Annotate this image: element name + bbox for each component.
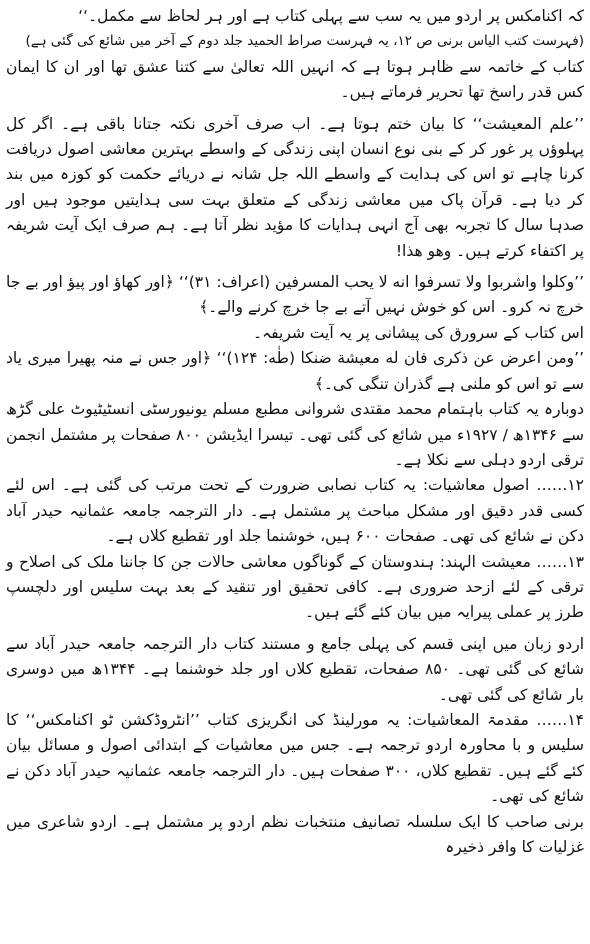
catalog-citation: (فہرست کتب الیاس برنی ص ۱۲، یہ فہرست صراط الحمید جلد دوم کے آخر میں شائع کی گئی ہے) [25,33,584,50]
ilm-ul-maishat-quote: ’’علم المعیشت‘‘ کا بیان ختم ہوتا ہے۔ اب صرف آخری نکتہ جتانا باقی ہے۔ اگر کل پہلوؤں پر غور کر کے بنی نوع انسان اپنی زندگی کے واسطے بہترین معاشی اصول دریافت کرنا چاہے تو اس کی ہدایت کے واسطے اللہ جل شانہ نے دریائے حکمت کو کوزہ میں بند کر دیا ہے۔ قرآن پاک میں معاشی زندگی کے متعلق بہت سی ہدایتیں موجود ہیں اور صدہا سال کا تجربہ بھی آج انہی ہدایات کا مؤید نظر آتا ہے۔ ہم صرف ایک آیت شریفہ پر اکتفاء کرتے ہیں۔ وھو ھذا! [6,114,584,260]
book-entry-13-details: اردو زبان میں اپنی قسم کی پہلی جامع و مستند کتاب دار الترجمہ جامعہ حیدر آباد سے شائع کی گئی تھی۔ ۸۵۰ صفحات، تقطیع کلاں اور جلد خوشنما ہے۔ ۱۳۴۴ھ میں دوسری بار شائع کی گئی تھی۔ [6,634,585,704]
quranic-verse-araf: ’’وکلوا واشربوا ولا تسرفوا انه لا یحب المسرفین (اعراف: ۳۱)‘‘ ﴿اور کھاؤ اور پیؤ اور بے جا خرچ نہ کرو۔ اس کو خوش نہیں آتے بے جا خرچ کرنے والے۔﴾ [6,273,585,317]
closing-paragraph: برنی صاحب کا ایک سلسلہ تصانیف منتخبات نظم اردو پر مشتمل ہے۔ اردو شاعری میں غزلیات کا وافر ذخیرہ [6,812,584,856]
book-ending-intro: کتاب کے خاتمہ سے ظاہر ہوتا ہے کہ انہیں اللہ تعالیٰ سے کتنا عشق تھا اور ان کا ایمان کس قدر راسخ تھا تحریر فرماتے ہیں۔ [6,57,584,102]
title-page-verse-intro: اس کتاب کے سرورق کی پیشانی پر یہ آیت شریفہ۔ [253,323,584,342]
book-entry-13: ۱۳…… معیشت الہند: ہندوستان کے گوناگوں معاشی حالات جن کا جاننا ملک کی اصلاح و ترقی کے لئے ازحد ضروری ہے۔ کافی تحقیق اور تنقید کے بعد بہت سلیس اور دلچسپ طرز پر عملی پیرایہ میں بیان کئے گئے ہیں۔ [6,552,584,622]
book-entry-12: ۱۲…… اصول معاشیات: یہ کتاب نصابی ضرورت کے تحت مرتب کی گئی ہے۔ اس لئے کسی قدر دقیق اور مشکل مباحث پر مشتمل ہے۔ دار الترجمہ جامعہ عثمانیہ حیدر آباد دکن نے شائع کی تھی۔ صفحات ۶۰۰ ہیں، خوشنما جلد اور تقطیع کلاں ہے۔ [6,476,584,546]
second-edition-note: دوبارہ یہ کتاب باہتمام محمد مقتدی شروانی مطبع مسلم یونیورسٹی انسٹیٹیوٹ علی گڑھ سے ۱۳۴۶ھ / ۱۹۲۷ء میں شائع کی گئی تھی۔ تیسرا ایڈیشن ۸۰۰ صفحات پر مشتمل انجمن ترقی اردو دہلی سے نکلا ہے۔ [6,400,585,469]
quranic-verse-taha: ’’ومن اعرض عن ذکری فان له معیشة ضنکا (طٰه: ۱۲۴)‘‘ ﴿اور جس نے منہ پھیرا میری یاد سے تو اس کو ملنی ہے گذران تنگی کی۔﴾ [6,349,584,393]
quote-closing-line: کہ اکنامکس پر اردو میں یہ سب سے پہلی کتاب ہے اور ہر لحاظ سے مکمل۔‘‘ [78,7,584,25]
book-entry-14: ۱۴…… مقدمۃ المعاشیات: یہ مورلینڈ کی انگریزی کتاب ’’انٹروڈکشن ٹو اکنامکس‘‘ کا سلیس و با محاورہ اردو ترجمہ ہے۔ جس میں معاشیات کے ابتدائی اصول و مسائل بیان کئے گئے ہیں۔ تقطیع کلاں، ۳۰۰ صفحات ہیں۔ دار الترجمہ جامعہ عثمانیہ حیدر آباد دکن نے شائع کی تھی۔ [6,710,584,806]
